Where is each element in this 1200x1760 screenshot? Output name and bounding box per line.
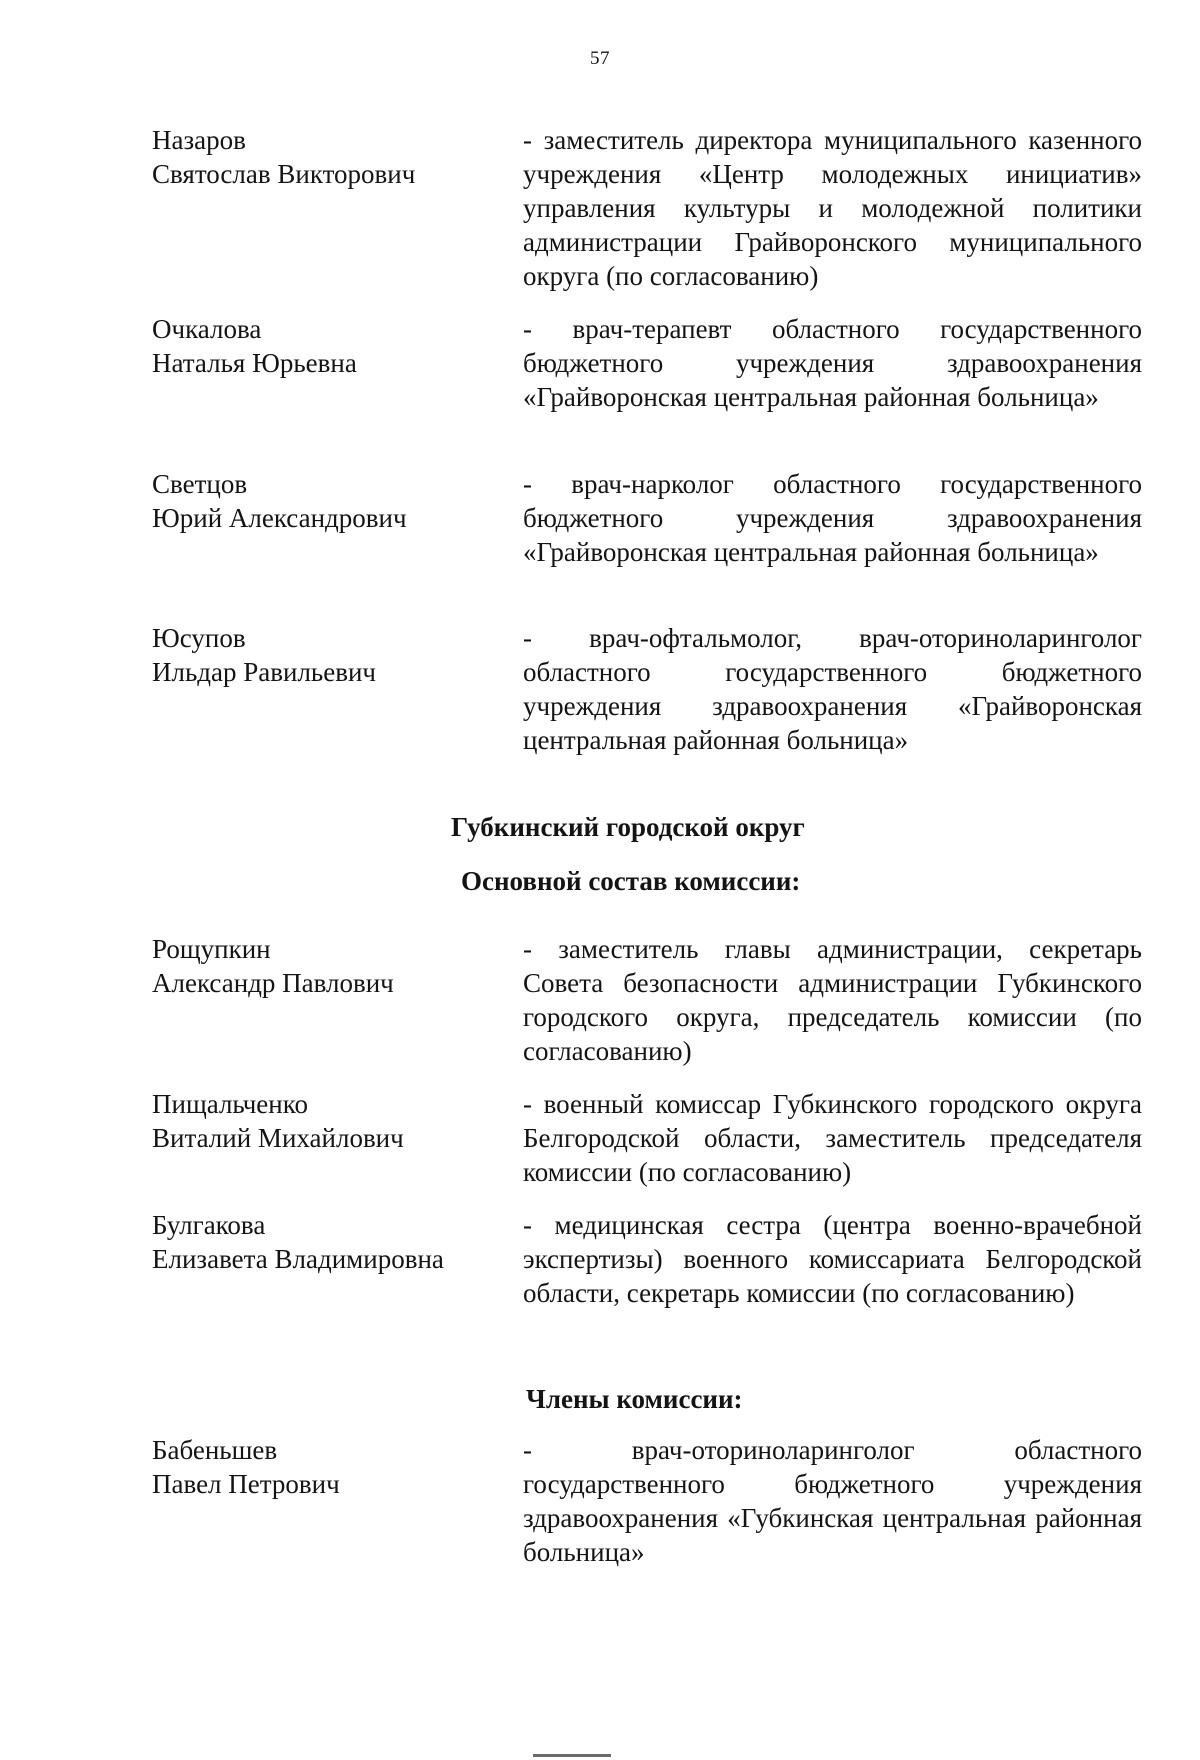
member-name [152, 1208, 522, 1276]
district-heading: Губкинский городской округ [451, 812, 805, 842]
member-surname: Светцов [152, 469, 248, 499]
page-bottom-mark [533, 1754, 611, 1757]
member-surname: Булгакова [152, 1210, 266, 1240]
member-name [152, 932, 522, 1000]
member-surname: Назаров [152, 125, 246, 155]
member-given-names: Павел Петрович [152, 1469, 340, 1499]
member-role: - врач-терапевт областного государственного бюджетного учреждения здравоохранения «Грайворонская центральная районная больница» [523, 314, 1142, 412]
member-given-names: Наталья Юрьевна [152, 348, 357, 378]
member-name [152, 621, 522, 689]
member-role: - врач-офтальмолог, врач-оториноларинголог областного государственного бюджетного учреждения здравоохранения «Грайворонская центральная районная больница» [523, 623, 1142, 755]
member-role: - заместитель главы администрации, секретарь Совета безопасности администрации Губкинского городского округа, председатель комиссии (по согласованию) [523, 934, 1142, 1066]
member-surname: Юсупов [152, 623, 246, 653]
member-role: - врач-нарколог областного государственного бюджетного учреждения здравоохранения «Грайворонская центральная районная больница» [523, 469, 1142, 567]
members-heading: Члены комиссии: [526, 1384, 743, 1414]
member-surname: Рощупкин [152, 934, 271, 964]
member-name [152, 1433, 522, 1501]
member-given-names: Ильдар Равильевич [152, 657, 377, 687]
member-name [152, 312, 522, 380]
member-given-names: Святослав Викторович [152, 159, 416, 189]
member-role: - врач-оториноларинголог областного государственного бюджетного учреждения здравоохранения «Губкинская центральная районная больница» [523, 1435, 1142, 1567]
member-name [152, 467, 522, 535]
member-role: - медицинская сестра (центра военно-врачебной экспертизы) военного комиссариата Белгородской области, секретарь комиссии (по согласованию) [523, 1210, 1142, 1308]
member-name [152, 1087, 522, 1155]
member-surname: Очкалова [152, 314, 262, 344]
member-surname: Пищальченко [152, 1089, 308, 1119]
page-number: 57 [590, 48, 610, 69]
member-given-names: Елизавета Владимировна [152, 1244, 444, 1274]
member-role: - военный комиссар Губкинского городского округа Белгородской области, заместитель председателя комиссии (по согласованию) [523, 1089, 1142, 1187]
member-given-names: Александр Павлович [152, 968, 394, 998]
member-role: - заместитель директора муниципального казенного учреждения «Центр молодежных инициатив» управления культуры и молодежной политики администрации Грайворонского муниципального округа (по согласованию) [523, 125, 1142, 291]
member-name [152, 123, 522, 191]
main-composition-heading: Основной состав комиссии: [461, 866, 801, 896]
member-given-names: Виталий Михайлович [152, 1123, 404, 1153]
member-given-names: Юрий Александрович [152, 503, 407, 533]
member-surname: Бабеньшев [152, 1435, 278, 1465]
